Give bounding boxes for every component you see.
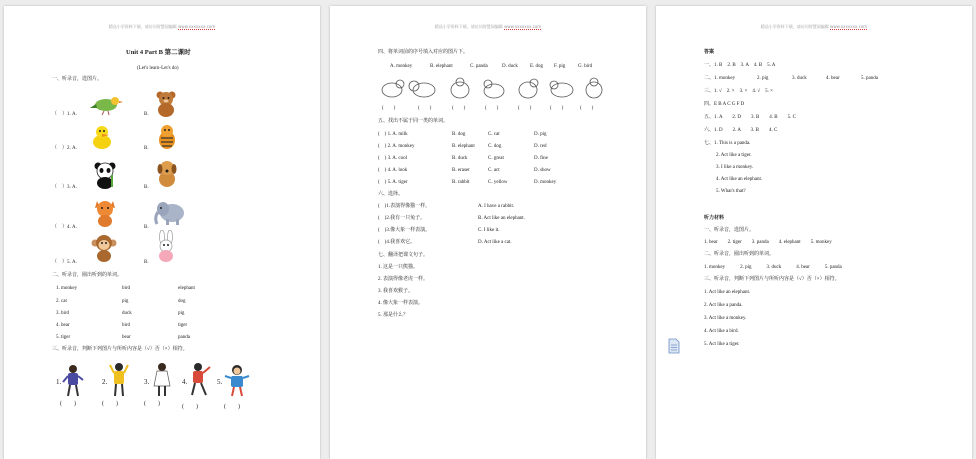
section-4-heading: 四、将单词前的序号填入对应的图片下。 xyxy=(378,50,469,55)
match-left: ( )2.我有一只兔子。 xyxy=(378,216,426,221)
word-cell: bird xyxy=(122,323,131,328)
option-b: B. xyxy=(144,185,149,190)
figure-number: 5. xyxy=(217,378,223,386)
option-word: D. duck xyxy=(502,64,518,69)
duck-picture xyxy=(90,124,114,150)
option-word: E. dog xyxy=(530,64,544,69)
choice-cell: C. act xyxy=(488,168,500,173)
answer-blank: ( ) xyxy=(580,106,594,111)
worksheet-subtitle: (Let's learn-Let's do) xyxy=(137,66,179,71)
answer-line: 4. bear xyxy=(826,76,840,81)
answer-line: 七、1. This is a panda. xyxy=(704,141,751,146)
choice-cell: B. rabbit xyxy=(452,180,470,185)
option-b: B. xyxy=(144,225,149,230)
answer-blank: ( ) xyxy=(224,404,240,410)
page-2 xyxy=(330,6,646,459)
option-b: B. xyxy=(144,112,149,117)
section-1-heading: 一、听录音，选图片。 xyxy=(52,77,103,82)
answer-line: 5. panda xyxy=(861,76,878,81)
choice-cell: D. monkey xyxy=(534,180,557,185)
page-header: 精品小学资料下载，请访问智慧园编辑 www.xxxxxxx.com xyxy=(108,24,216,29)
word-cell: 2. cat xyxy=(56,299,67,304)
answer-blank: ( ) xyxy=(102,401,118,407)
animal-sketches xyxy=(378,76,608,102)
choice-cell: C. cat xyxy=(488,132,500,137)
choice-cell: ( ) 3. A. cool xyxy=(378,156,408,161)
child-figure xyxy=(224,364,250,398)
match-right: B. Act like an elephant. xyxy=(478,216,525,221)
option-b: B. xyxy=(144,260,149,265)
answers-heading: 答案 xyxy=(704,50,715,55)
section-6-heading: 六、选择。 xyxy=(378,192,404,197)
option-word: F. pig xyxy=(554,64,566,69)
monkey-picture xyxy=(90,232,118,262)
page-3 xyxy=(656,6,972,459)
question-1: （ ）1. A. xyxy=(52,112,77,117)
question-5: （ ）5. A. xyxy=(52,260,77,265)
question-2: （ ）2. A. xyxy=(52,146,77,151)
choice-cell: B. eraser xyxy=(452,168,470,173)
choice-cell: D. fine xyxy=(534,156,548,161)
choice-cell: D. pig xyxy=(534,132,547,137)
child-figure xyxy=(62,364,84,398)
choice-cell: ( ) 2. A. monkey xyxy=(378,144,415,149)
figure-number: 4. xyxy=(182,378,188,386)
translate-item: 3. 我喜欢猴子。 xyxy=(378,289,414,294)
word-cell: duck xyxy=(122,311,132,316)
worksheet-title: Unit 4 Part B 第二课时 xyxy=(126,49,191,56)
answer-blank: ( ) xyxy=(144,401,160,407)
answer-line: 3. duck xyxy=(792,76,807,81)
answer-blank: ( ) xyxy=(382,106,396,111)
cat-picture xyxy=(92,198,118,228)
dog-picture xyxy=(154,160,180,188)
listening-line: 1. monkey 2. pig 3. duck 4. bear 5. panda xyxy=(704,265,842,270)
listening-heading: 听力材料 xyxy=(704,216,725,221)
choice-cell: C. dog xyxy=(488,144,502,149)
choice-cell: C. yellow xyxy=(488,180,508,185)
word-cell: dog xyxy=(178,299,186,304)
page-header: 精品小学资料下载，请访问智慧园编辑 www.xxxxxxx.com xyxy=(760,24,868,29)
listening-line: 二、听录音，圈出听到的单词。 xyxy=(704,252,775,257)
answer-blank: ( ) xyxy=(518,106,532,111)
answer-line: 2. Act like a tiger. xyxy=(716,153,752,158)
answer-line: 五、1. A 2. D 3. B 4. B 5. C xyxy=(704,115,796,120)
question-3: （ ）3. A. xyxy=(52,185,77,190)
word-cell: 4. bear xyxy=(56,323,70,328)
answer-blank: ( ) xyxy=(550,106,564,111)
word-cell: elephant xyxy=(178,286,195,291)
section-2-heading: 二、听录音，圈出听到的单词。 xyxy=(52,273,123,278)
answer-blank: ( ) xyxy=(485,106,499,111)
listening-line: 5. Act like a tiger. xyxy=(704,342,740,347)
option-word: A. monkey xyxy=(390,64,413,69)
answer-line: 六、1. D 2. A 3. B 4. C xyxy=(704,128,778,133)
word-cell: pig xyxy=(122,299,129,304)
match-left: ( )3.像大象一样表演。 xyxy=(378,228,431,233)
panda-picture xyxy=(92,161,118,189)
choice-cell: ( ) 5. A. tiger xyxy=(378,180,408,185)
option-word: G. bird xyxy=(578,64,593,69)
word-cell: 3. bird xyxy=(56,311,70,316)
tiger-picture xyxy=(156,124,178,150)
section-7-heading: 七、翻译把课文句子。 xyxy=(378,253,429,258)
word-cell: 1. monkey xyxy=(56,286,78,291)
choice-cell: D. red xyxy=(534,144,547,149)
listening-line: 三、听录音，判断下列图片与所听内容是（√）否（×）相符。 xyxy=(704,277,840,282)
translate-item: 1. 这是一只熊猫。 xyxy=(378,265,419,270)
option-b: B. xyxy=(144,146,149,151)
match-right: A. I have a rabbit. xyxy=(478,204,515,209)
figure-number: 1. xyxy=(56,378,62,386)
listening-line: 3. Act like a monkey. xyxy=(704,316,747,321)
option-word: C. panda xyxy=(470,64,488,69)
bird-picture xyxy=(90,92,124,116)
question-4: （ ）4. A. xyxy=(52,225,77,230)
child-figure xyxy=(188,362,212,398)
choice-cell: C. great xyxy=(488,156,504,161)
listening-line: 2. Act like a panda. xyxy=(704,303,743,308)
choice-cell: B. dog xyxy=(452,132,466,137)
word-cell: pig xyxy=(178,311,185,316)
choice-cell: D. show xyxy=(534,168,551,173)
answer-blank: ( ) xyxy=(452,106,466,111)
match-left: ( )4.我喜欢它。 xyxy=(378,240,416,245)
page-1 xyxy=(4,6,320,459)
translate-item: 4. 像大象一样表演。 xyxy=(378,301,424,306)
choice-cell: B. duck xyxy=(452,156,468,161)
answer-blank: ( ) xyxy=(60,401,76,407)
word-cell: panda xyxy=(178,335,190,340)
rabbit-picture xyxy=(154,230,178,262)
answer-line: 4. Act like an elephant. xyxy=(716,177,763,182)
figure-number: 2. xyxy=(102,378,108,386)
match-left: ( )1.表演得像猫一样。 xyxy=(378,204,431,209)
option-word: B. elephant xyxy=(430,64,453,69)
answer-line: 四、E B A C G F D xyxy=(704,102,745,107)
answer-line: 二、1. monkey xyxy=(704,76,736,81)
answer-line: 2. pig xyxy=(757,76,769,81)
section-5-heading: 五、找出不属于同一类的单词。 xyxy=(378,119,449,124)
answer-line: 3. I like a monkey. xyxy=(716,165,754,170)
answer-blank: ( ) xyxy=(182,404,198,410)
choice-cell: ( ) 4. A. look xyxy=(378,168,408,173)
listening-line: 1. bear 2. tiger 3. panda 4. elephant 5. monkey xyxy=(704,240,832,245)
bear-picture xyxy=(154,90,178,118)
listening-line: 一、听录音，选图片。 xyxy=(704,228,755,233)
word-cell: tiger xyxy=(178,323,188,328)
child-figure xyxy=(152,362,172,398)
translate-item: 2. 表演得像老虎一样。 xyxy=(378,277,429,282)
word-cell: 5. tiger xyxy=(56,335,71,340)
answer-blank: ( ) xyxy=(418,106,432,111)
match-right: C. I like it. xyxy=(478,228,500,233)
match-right: D. Act like a cat. xyxy=(478,240,512,245)
choice-cell: ( ) 1. A. milk xyxy=(378,132,408,137)
listening-line: 1. Act like an elephant. xyxy=(704,290,751,295)
document-icon[interactable] xyxy=(668,338,682,354)
page-header: 精品小学资料下载，请访问智慧园编辑 www.xxxxxxx.com xyxy=(434,24,542,29)
listening-line: 4. Act like a bird. xyxy=(704,329,739,334)
answer-line: 一、1. B 2. B 3. A 4. B 5. A xyxy=(704,63,776,68)
choice-cell: B. elephant xyxy=(452,144,475,149)
child-figure xyxy=(108,362,130,398)
word-cell: bird xyxy=(122,286,131,291)
section-3-heading: 三、听录音，判断下列图片与所听内容是（√）否（×）相符。 xyxy=(52,347,188,352)
word-cell: bear xyxy=(122,335,131,340)
figure-number: 3. xyxy=(144,378,150,386)
answer-line: 5. What's that? xyxy=(716,189,746,194)
answer-line: 三、1. √ 2. × 3. × 4. √ 5. × xyxy=(704,89,773,94)
elephant-picture xyxy=(152,198,186,226)
translate-item: 5. 那是什么？ xyxy=(378,313,409,318)
